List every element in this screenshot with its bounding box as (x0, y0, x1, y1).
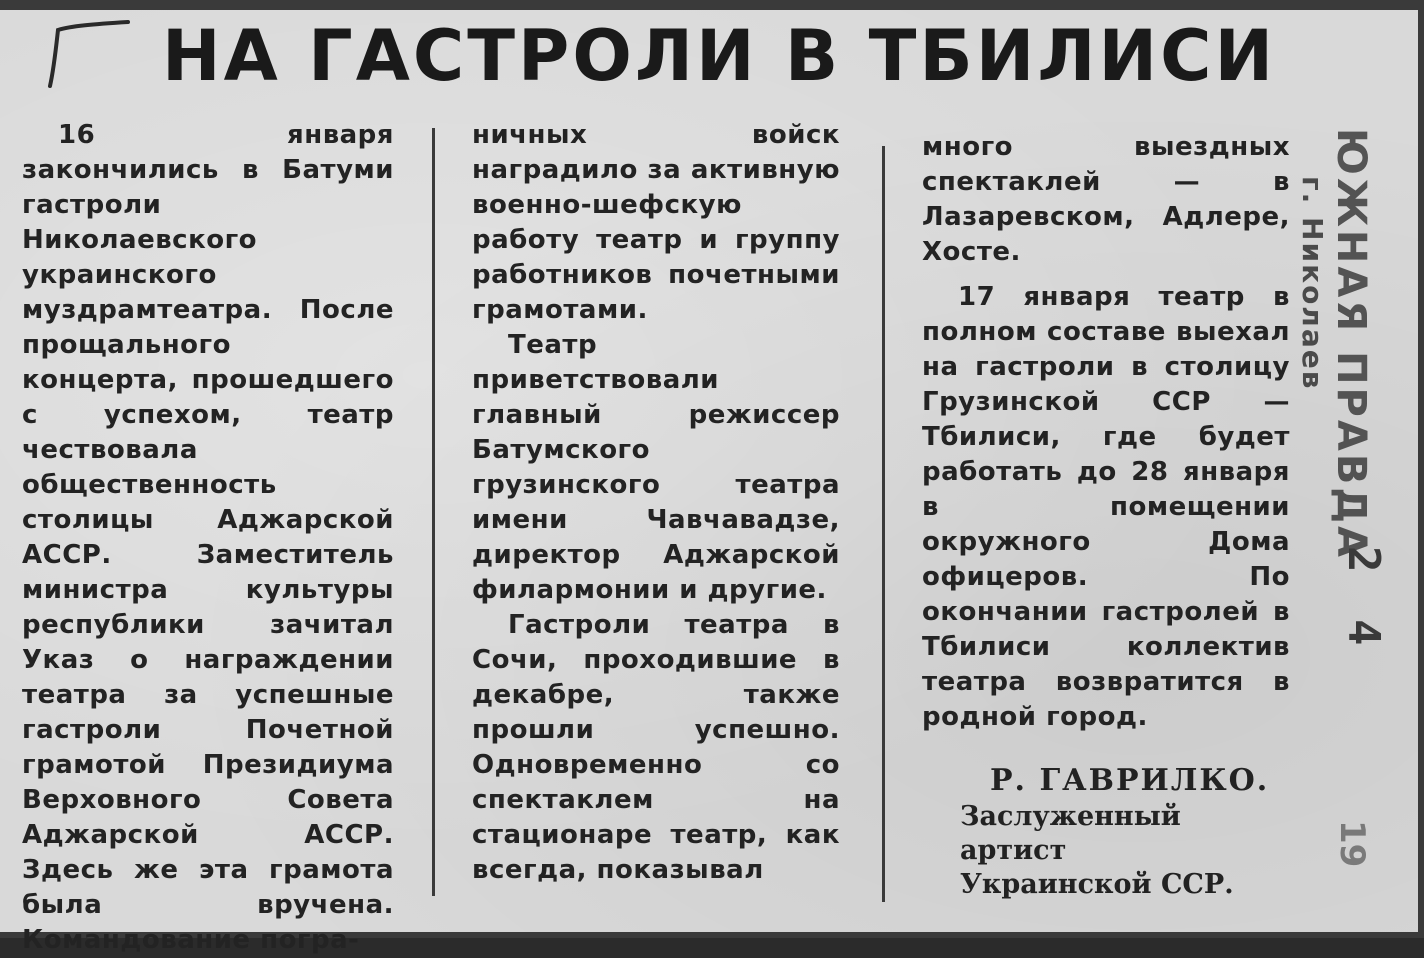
author-title: Заслуженный артист Украинской ССР. (960, 801, 1234, 900)
article-column-1 (22, 118, 394, 958)
stamp-year: 19 (1332, 820, 1372, 868)
newspaper-stamp: ЮЖНАЯ ПРАВДА (1328, 128, 1374, 560)
column2-paragraph-1: ничных войск наградило за активную военно-шефскую работу театр и группу работников почетными грамотами. (472, 120, 840, 325)
column1-paragraph: 16 января закончились в Батуми гастроли Николаевского украинского муздрамтеатра. После прощального концерта, прошедшего с успехом, театр чествовала общественность столицы Аджарской АССР. Заместитель министра культуры республики зачитал Указ о награждении театра за успешные гастроли Почетной грамотой Президиума Верховного Совета Аджарской АССР. Здесь же эта грамота была вручена. Командование погра- (22, 120, 394, 955)
pen-mark-icon (40, 18, 135, 88)
headline: НА ГАСТРОЛИ В ТБИЛИСИ (162, 15, 1277, 97)
stamp-date: 2 4 (1338, 546, 1389, 656)
column3-paragraph-2: 17 января театр в полном составе выехал на гастроли в столицу Грузинской ССР — Тбилиси, где будет работать до 28 января в помещении окружного Дома офицеров. По окончании гастролей в Тбилиси коллектив театра возвратится в родной город. (922, 282, 1290, 732)
article-column-3 (922, 130, 1290, 735)
column2-paragraph-3: Гастроли театра в Сочи, проходившие в декабре, также прошли успешно. Одновременно со спектаклем на стационаре театр, как всегда, показывал (472, 610, 840, 885)
article-column-2 (472, 118, 840, 888)
scan-edge-top (0, 0, 1424, 10)
column2-paragraph-2: Театр приветствовали главный режиссер Батумского грузинского театра имени Чавчавадзе, директор Аджарской филармонии и другие. (472, 330, 840, 605)
scan-edge-right (1418, 0, 1424, 938)
column3-paragraph-1: много выездных спектаклей — в Лазаревском, Адлере, Хосте. (922, 132, 1290, 267)
column-divider (432, 128, 435, 896)
author-signature (960, 762, 1280, 902)
author-name: Р. ГАВРИЛКО. (990, 763, 1270, 798)
stamp-city: г. Николаев (1296, 176, 1329, 391)
column-divider (882, 146, 885, 902)
